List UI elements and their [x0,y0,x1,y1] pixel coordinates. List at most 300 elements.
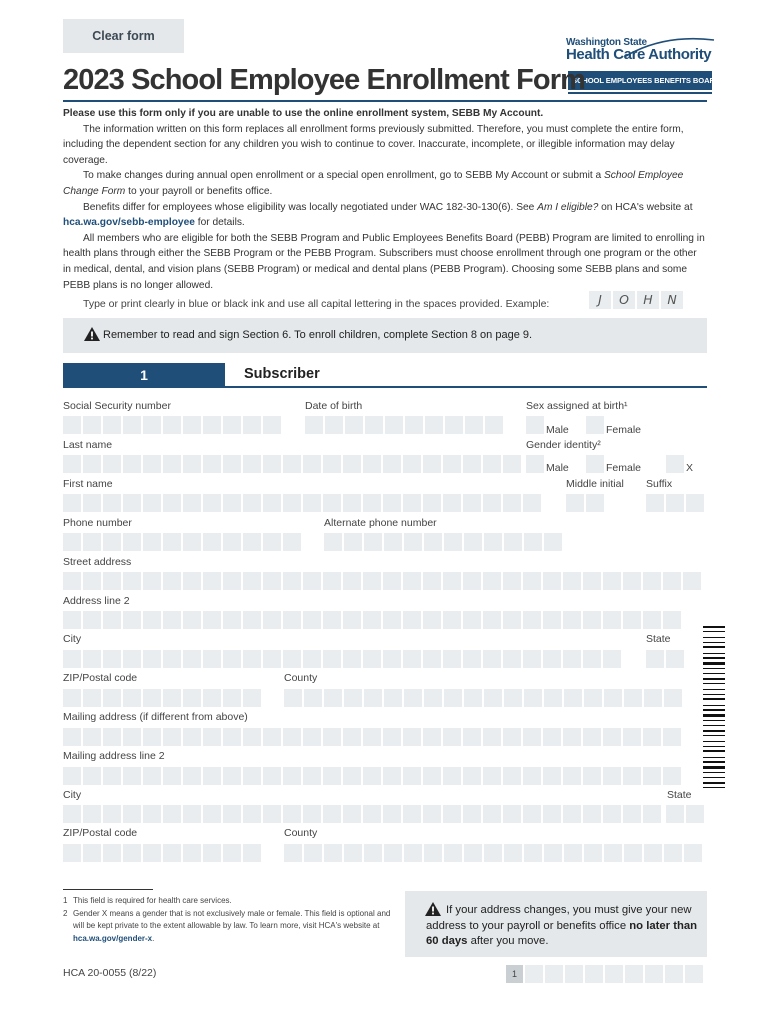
char-box[interactable] [443,805,461,823]
char-box[interactable] [263,455,281,473]
char-box[interactable] [524,844,542,862]
char-box[interactable] [484,844,502,862]
char-box[interactable] [463,728,481,746]
char-box[interactable] [544,689,562,707]
char-box[interactable] [383,728,401,746]
char-box[interactable] [504,533,522,551]
char-box[interactable] [183,844,201,862]
char-box[interactable] [383,767,401,785]
char-box[interactable] [385,416,403,434]
char-box[interactable] [623,728,641,746]
char-box[interactable] [263,572,281,590]
address-line-2-input[interactable] [63,611,681,629]
char-box[interactable] [163,455,181,473]
char-box[interactable] [163,416,181,434]
char-box[interactable] [325,416,343,434]
char-box[interactable] [483,805,501,823]
char-box[interactable] [463,572,481,590]
char-box[interactable] [243,689,261,707]
char-box[interactable] [183,416,201,434]
char-box[interactable] [663,611,681,629]
char-box[interactable] [623,572,641,590]
char-box[interactable] [584,844,602,862]
char-box[interactable] [323,728,341,746]
char-box[interactable] [243,844,261,862]
char-box[interactable] [143,767,161,785]
char-box[interactable] [523,572,541,590]
dob-input[interactable] [305,416,503,434]
char-box[interactable] [423,572,441,590]
char-box[interactable] [63,533,81,551]
char-box[interactable] [384,844,402,862]
char-box[interactable] [323,650,341,668]
char-box[interactable] [624,689,642,707]
char-box[interactable] [243,416,261,434]
char-box[interactable] [523,728,541,746]
char-box[interactable] [383,611,401,629]
char-box[interactable] [243,494,261,512]
char-box[interactable] [183,494,201,512]
char-box[interactable] [543,805,561,823]
char-box[interactable] [323,767,341,785]
char-box[interactable] [83,611,101,629]
char-box[interactable] [503,805,521,823]
char-box[interactable] [663,572,681,590]
char-box[interactable] [463,767,481,785]
char-box[interactable] [543,650,561,668]
char-box[interactable] [365,416,383,434]
char-box[interactable] [243,611,261,629]
char-box[interactable] [583,611,601,629]
middle-initial-input[interactable] [566,494,604,512]
char-box[interactable] [343,728,361,746]
char-box[interactable] [324,844,342,862]
char-box[interactable] [443,455,461,473]
char-box[interactable] [103,728,121,746]
char-box[interactable] [504,844,522,862]
char-box[interactable] [503,611,521,629]
gender-x-checkbox[interactable] [666,455,684,473]
char-box[interactable] [143,844,161,862]
char-box[interactable] [503,728,521,746]
char-box[interactable] [523,767,541,785]
char-box[interactable] [603,611,621,629]
char-box[interactable] [303,650,321,668]
char-box[interactable] [283,572,301,590]
char-box[interactable] [143,805,161,823]
char-box[interactable] [143,416,161,434]
char-box[interactable] [343,805,361,823]
char-box[interactable] [403,805,421,823]
char-box[interactable] [303,611,321,629]
char-box[interactable] [103,611,121,629]
gender-female-checkbox[interactable] [586,455,604,473]
char-box[interactable] [563,805,581,823]
char-box[interactable] [163,805,181,823]
char-box[interactable] [223,416,241,434]
char-box[interactable] [563,650,581,668]
last-name-input[interactable] [63,455,521,473]
char-box[interactable] [203,533,221,551]
char-box[interactable] [444,533,462,551]
sex-female-checkbox[interactable] [586,416,604,434]
char-box[interactable] [183,611,201,629]
char-box[interactable] [583,572,601,590]
zip-input[interactable] [63,689,261,707]
char-box[interactable] [305,416,323,434]
char-box[interactable] [123,611,141,629]
char-box[interactable] [103,416,121,434]
first-name-input[interactable] [63,494,541,512]
gender-x-link[interactable]: hca.wa.gov/gender-x [73,933,153,943]
char-box[interactable] [343,767,361,785]
char-box[interactable] [203,455,221,473]
mailing-zip-input[interactable] [63,844,261,862]
char-box[interactable] [103,844,121,862]
char-box[interactable] [363,572,381,590]
char-box[interactable] [143,455,161,473]
char-box[interactable] [403,650,421,668]
char-box[interactable] [444,844,462,862]
char-box[interactable] [423,728,441,746]
mailing-county-input[interactable] [284,844,702,862]
char-box[interactable] [603,728,621,746]
char-box[interactable] [123,650,141,668]
char-box[interactable] [663,728,681,746]
char-box[interactable] [543,611,561,629]
char-box[interactable] [445,416,463,434]
char-box[interactable] [63,767,81,785]
char-box[interactable] [183,650,201,668]
char-box[interactable] [63,650,81,668]
char-box[interactable] [163,572,181,590]
char-box[interactable] [243,533,261,551]
char-box[interactable] [243,767,261,785]
char-box[interactable] [324,689,342,707]
char-box[interactable] [343,455,361,473]
char-box[interactable] [644,689,662,707]
char-box[interactable] [344,844,362,862]
char-box[interactable] [243,650,261,668]
char-box[interactable] [223,689,241,707]
char-box[interactable] [303,728,321,746]
char-box[interactable] [223,611,241,629]
char-box[interactable] [543,572,561,590]
char-box[interactable] [463,611,481,629]
char-box[interactable] [384,689,402,707]
char-box[interactable] [404,689,422,707]
char-box[interactable] [143,728,161,746]
char-box[interactable] [646,650,664,668]
char-box[interactable] [203,572,221,590]
char-box[interactable] [323,572,341,590]
char-box[interactable] [304,689,322,707]
state-input[interactable] [646,650,684,668]
char-box[interactable] [463,650,481,668]
mailing-line-2-input[interactable] [63,767,681,785]
char-box[interactable] [464,844,482,862]
char-box[interactable] [203,416,221,434]
char-box[interactable] [523,611,541,629]
char-box[interactable] [684,844,702,862]
char-box[interactable] [283,533,301,551]
char-box[interactable] [123,533,141,551]
char-box[interactable] [83,533,101,551]
char-box[interactable] [163,689,181,707]
clear-form-button[interactable]: Clear form [63,19,184,53]
char-box[interactable] [564,689,582,707]
char-box[interactable] [404,844,422,862]
char-box[interactable] [424,844,442,862]
char-box[interactable] [643,611,661,629]
char-box[interactable] [543,728,561,746]
char-box[interactable] [443,728,461,746]
char-box[interactable] [363,455,381,473]
char-box[interactable] [203,805,221,823]
char-box[interactable] [383,494,401,512]
char-box[interactable] [223,805,241,823]
char-box[interactable] [603,767,621,785]
char-box[interactable] [263,805,281,823]
char-box[interactable] [183,689,201,707]
char-box[interactable] [283,728,301,746]
char-box[interactable] [403,611,421,629]
char-box[interactable] [83,494,101,512]
char-box[interactable] [483,650,501,668]
char-box[interactable] [363,728,381,746]
char-box[interactable] [103,767,121,785]
char-box[interactable] [223,572,241,590]
char-box[interactable] [83,728,101,746]
alt-phone-input[interactable] [324,533,562,551]
char-box[interactable] [603,572,621,590]
city-input[interactable] [63,650,621,668]
char-box[interactable] [484,689,502,707]
char-box[interactable] [344,533,362,551]
char-box[interactable] [83,689,101,707]
char-box[interactable] [403,572,421,590]
char-box[interactable] [503,650,521,668]
char-box[interactable] [284,844,302,862]
char-box[interactable] [123,767,141,785]
char-box[interactable] [103,689,121,707]
char-box[interactable] [485,416,503,434]
char-box[interactable] [304,844,322,862]
char-box[interactable] [283,494,301,512]
char-box[interactable] [524,689,542,707]
char-box[interactable] [343,494,361,512]
char-box[interactable] [623,611,641,629]
char-box[interactable] [284,689,302,707]
char-box[interactable] [403,767,421,785]
char-box[interactable] [523,650,541,668]
mailing-state-input[interactable] [666,805,704,823]
char-box[interactable] [564,844,582,862]
char-box[interactable] [523,494,541,512]
char-box[interactable] [623,767,641,785]
char-box[interactable] [503,767,521,785]
char-box[interactable] [303,767,321,785]
char-box[interactable] [583,650,601,668]
char-box[interactable] [223,728,241,746]
char-box[interactable] [664,689,682,707]
suffix-input[interactable] [646,494,704,512]
char-box[interactable] [183,767,201,785]
char-box[interactable] [83,572,101,590]
char-box[interactable] [503,455,521,473]
char-box[interactable] [483,728,501,746]
char-box[interactable] [263,533,281,551]
char-box[interactable] [63,416,81,434]
char-box[interactable] [263,650,281,668]
char-box[interactable] [503,494,521,512]
char-box[interactable] [403,494,421,512]
county-input[interactable] [284,689,682,707]
char-box[interactable] [483,611,501,629]
char-box[interactable] [465,416,483,434]
char-box[interactable] [364,689,382,707]
char-box[interactable] [504,689,522,707]
char-box[interactable] [666,494,684,512]
char-box[interactable] [223,455,241,473]
char-box[interactable] [484,533,502,551]
char-box[interactable] [163,844,181,862]
char-box[interactable] [363,767,381,785]
mailing-address-input[interactable] [63,728,681,746]
char-box[interactable] [223,767,241,785]
char-box[interactable] [463,455,481,473]
char-box[interactable] [223,650,241,668]
char-box[interactable] [563,767,581,785]
char-box[interactable] [566,494,584,512]
char-box[interactable] [524,533,542,551]
char-box[interactable] [83,650,101,668]
char-box[interactable] [643,767,661,785]
char-box[interactable] [63,805,81,823]
char-box[interactable] [103,572,121,590]
char-box[interactable] [143,572,161,590]
char-box[interactable] [383,650,401,668]
char-box[interactable] [544,533,562,551]
char-box[interactable] [223,533,241,551]
char-box[interactable] [323,494,341,512]
char-box[interactable] [664,844,682,862]
char-box[interactable] [666,805,684,823]
char-box[interactable] [586,494,604,512]
gender-male-checkbox[interactable] [526,455,544,473]
char-box[interactable] [643,805,661,823]
char-box[interactable] [103,533,121,551]
char-box[interactable] [604,689,622,707]
char-box[interactable] [424,689,442,707]
char-box[interactable] [123,689,141,707]
char-box[interactable] [344,689,362,707]
char-box[interactable] [323,805,341,823]
char-box[interactable] [423,767,441,785]
char-box[interactable] [463,805,481,823]
char-box[interactable] [443,494,461,512]
char-box[interactable] [483,767,501,785]
char-box[interactable] [666,650,684,668]
char-box[interactable] [403,455,421,473]
char-box[interactable] [405,416,423,434]
char-box[interactable] [183,455,201,473]
char-box[interactable] [103,455,121,473]
char-box[interactable] [683,572,701,590]
char-box[interactable] [203,728,221,746]
char-box[interactable] [203,611,221,629]
char-box[interactable] [283,611,301,629]
char-box[interactable] [686,805,704,823]
char-box[interactable] [63,572,81,590]
char-box[interactable] [163,728,181,746]
char-box[interactable] [63,689,81,707]
char-box[interactable] [123,416,141,434]
char-box[interactable] [603,805,621,823]
char-box[interactable] [63,728,81,746]
char-box[interactable] [423,805,441,823]
char-box[interactable] [363,650,381,668]
char-box[interactable] [584,689,602,707]
char-box[interactable] [83,805,101,823]
char-box[interactable] [323,455,341,473]
char-box[interactable] [263,494,281,512]
char-box[interactable] [384,533,402,551]
char-box[interactable] [263,728,281,746]
char-box[interactable] [123,844,141,862]
char-box[interactable] [83,416,101,434]
char-box[interactable] [644,844,662,862]
char-box[interactable] [183,805,201,823]
char-box[interactable] [223,844,241,862]
char-box[interactable] [483,455,501,473]
char-box[interactable] [363,805,381,823]
char-box[interactable] [243,572,261,590]
char-box[interactable] [143,650,161,668]
char-box[interactable] [563,572,581,590]
char-box[interactable] [603,650,621,668]
char-box[interactable] [383,572,401,590]
char-box[interactable] [223,494,241,512]
char-box[interactable] [283,455,301,473]
char-box[interactable] [183,572,201,590]
char-box[interactable] [263,611,281,629]
char-box[interactable] [443,767,461,785]
char-box[interactable] [143,533,161,551]
char-box[interactable] [523,805,541,823]
char-box[interactable] [123,805,141,823]
char-box[interactable] [686,494,704,512]
char-box[interactable] [423,611,441,629]
phone-input[interactable] [63,533,301,551]
char-box[interactable] [343,572,361,590]
char-box[interactable] [543,767,561,785]
char-box[interactable] [503,572,521,590]
char-box[interactable] [243,805,261,823]
char-box[interactable] [443,650,461,668]
char-box[interactable] [123,494,141,512]
char-box[interactable] [404,533,422,551]
char-box[interactable] [643,572,661,590]
char-box[interactable] [424,533,442,551]
char-box[interactable] [323,611,341,629]
sex-male-checkbox[interactable] [526,416,544,434]
sebb-employee-link[interactable]: hca.wa.gov/sebb-employee [63,217,195,229]
char-box[interactable] [483,572,501,590]
mailing-city-input[interactable] [63,805,661,823]
char-box[interactable] [363,611,381,629]
char-box[interactable] [203,767,221,785]
